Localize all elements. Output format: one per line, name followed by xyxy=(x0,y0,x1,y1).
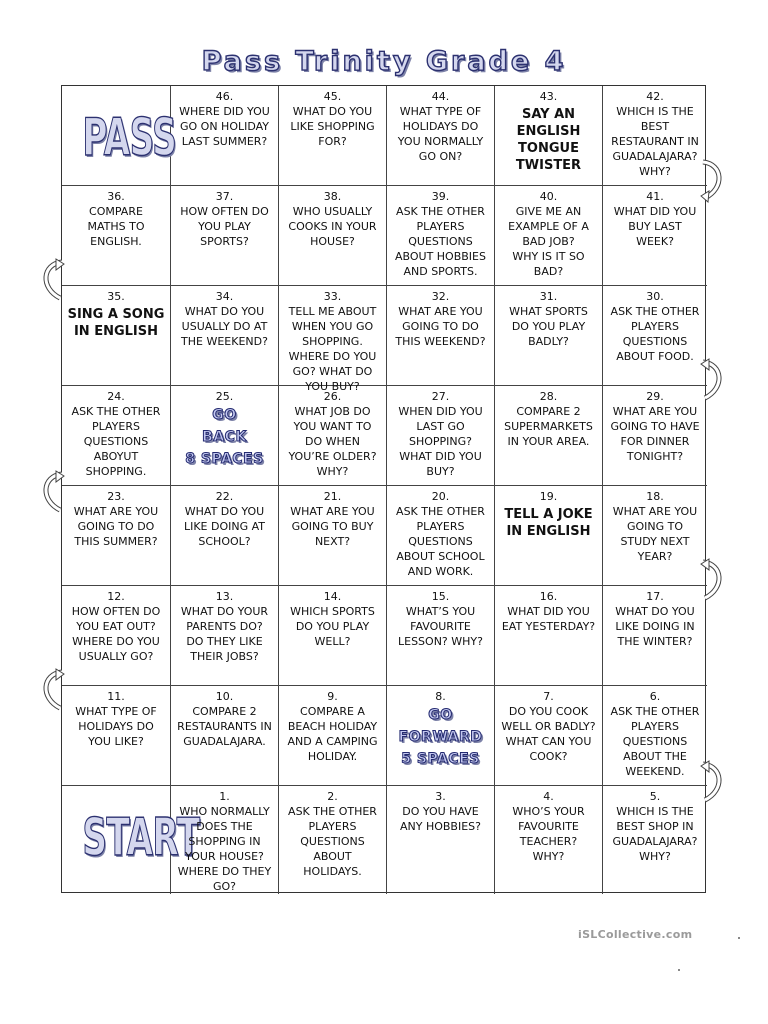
cell-number: 13. xyxy=(215,590,234,603)
cell-special-instruction: GO BACK 8 SPACES xyxy=(185,407,264,467)
cell-question: WHAT TYPE OF HOLIDAYS DO YOU NORMALLY GO ON? xyxy=(397,105,484,163)
cell-number: 30. xyxy=(646,290,664,303)
cell-question: ASK THE OTHER PLAYERS QUESTIONS ABOUT THE WEEKEND. xyxy=(610,705,700,778)
cell-number: 40. xyxy=(539,190,558,203)
board-cell-1 xyxy=(171,786,279,894)
cell-number: 41. xyxy=(646,190,664,203)
board-cell-15 xyxy=(387,586,495,686)
board-cell-23 xyxy=(62,486,171,586)
board-cell-31 xyxy=(495,286,603,386)
start-label: START xyxy=(82,808,200,868)
board-cell-11 xyxy=(62,686,171,786)
cell-question: WHAT JOB DO YOU WANT TO DO WHEN YOU’RE OLDER? WHY? xyxy=(288,405,377,478)
cell-question: WHICH SPORTS DO YOU PLAY WELL? xyxy=(290,605,375,648)
cell-question: TELL A JOKE IN ENGLISH xyxy=(504,507,593,539)
cell-number: 33. xyxy=(323,290,342,303)
cell-question: WHAT TYPE OF HOLIDAYS DO YOU LIKE? xyxy=(75,705,157,748)
page-dot xyxy=(678,969,680,971)
turn-arrow-right-icon xyxy=(699,358,729,404)
board-cell-29 xyxy=(603,386,707,486)
board-cell-42 xyxy=(603,86,707,186)
cell-number: 2. xyxy=(327,790,338,803)
cell-question: WHAT SPORTS DO YOU PLAY BADLY? xyxy=(509,305,588,348)
board-cell-32 xyxy=(387,286,495,386)
cell-number: 26. xyxy=(323,390,342,403)
board-cell-45 xyxy=(279,86,387,186)
pass-label: PASS xyxy=(82,108,177,168)
board-cell-43 xyxy=(495,86,603,186)
board-cell-24 xyxy=(62,386,171,486)
cell-question: WHAT DO YOU LIKE DOING IN THE WINTER? xyxy=(615,605,695,648)
board-cell-25 xyxy=(171,386,279,486)
cell-number: 8. xyxy=(435,690,446,703)
cell-question: COMPARE A BEACH HOLIDAY AND A CAMPING HOLIDAY. xyxy=(287,705,378,763)
cell-number: 10. xyxy=(215,690,234,703)
cell-number: 31. xyxy=(539,290,558,303)
board-cell-30 xyxy=(603,286,707,386)
board-cell-40 xyxy=(495,186,603,286)
cell-number: 44. xyxy=(431,90,450,103)
cell-number: 18. xyxy=(646,490,664,503)
cell-number: 22. xyxy=(215,490,234,503)
cell-question: GIVE ME AN EXAMPLE OF A BAD JOB? WHY IS IT SO BAD? xyxy=(508,205,589,278)
cell-number: 27. xyxy=(431,390,450,403)
cell-question: TELL ME ABOUT WHEN YOU GO SHOPPING. WHERE DO YOU GO? WHAT DO YOU BUY? xyxy=(288,305,377,393)
cell-number: 20. xyxy=(431,490,450,503)
cell-question: WHAT ARE YOU GOING TO STUDY NEXT YEAR? xyxy=(612,505,698,563)
cell-number: 15. xyxy=(431,590,450,603)
board-cell-38 xyxy=(279,186,387,286)
cell-question: WHAT DO YOU LIKE SHOPPING FOR? xyxy=(290,105,375,148)
cell-question: WHO NORMALLY DOES THE SHOPPING IN YOUR HOUSE? WHERE DO THEY GO? xyxy=(177,805,272,893)
cell-question: DO YOU COOK WELL OR BADLY? WHAT CAN YOU COOK? xyxy=(501,705,596,763)
cell-number: 46. xyxy=(215,90,234,103)
site-watermark: iSLCollective.com xyxy=(578,928,693,941)
cell-number: 28. xyxy=(539,390,558,403)
turn-arrow-right-icon xyxy=(699,158,729,204)
cell-number: 17. xyxy=(646,590,664,603)
board-cell-22 xyxy=(171,486,279,586)
cell-question: ASK THE OTHER PLAYERS QUESTIONS ABOUT HOBBIES AND SPORTS. xyxy=(394,205,486,278)
cell-number: 7. xyxy=(543,690,554,703)
cell-question: ASK THE OTHER PLAYERS QUESTIONS ABOYUT SHOPPING. xyxy=(71,405,161,478)
board-cell-6 xyxy=(603,686,707,786)
cell-number: 6. xyxy=(649,690,661,703)
cell-question: WHAT ARE YOU GOING TO DO THIS WEEKEND? xyxy=(395,305,486,348)
turn-arrow-right-icon xyxy=(699,558,729,604)
cell-number: 19. xyxy=(539,490,558,503)
cell-number: 43. xyxy=(539,90,558,103)
board-cell-start xyxy=(62,786,200,894)
board-cell-19 xyxy=(495,486,603,586)
turn-arrow-left-icon xyxy=(36,668,66,714)
board-cell-14 xyxy=(279,586,387,686)
cell-question: WHAT DO YOU USUALLY DO AT THE WEEKEND? xyxy=(181,305,268,348)
board-cell-35 xyxy=(62,286,171,386)
cell-number: 34. xyxy=(215,290,234,303)
cell-number: 4. xyxy=(543,790,554,803)
cell-number: 32. xyxy=(431,290,450,303)
cell-question: WHO’S YOUR FAVOURITE TEACHER? WHY? xyxy=(512,805,585,863)
board-cell-20 xyxy=(387,486,495,586)
board-cell-21 xyxy=(279,486,387,586)
board-cell-4 xyxy=(495,786,603,894)
board-cell-8 xyxy=(387,686,495,786)
cell-question: ASK THE OTHER PLAYERS QUESTIONS ABOUT FOOD. xyxy=(610,305,700,363)
cell-question: WHAT DO YOUR PARENTS DO? DO THEY LIKE THEIR JOBS? xyxy=(180,605,269,663)
cell-number: 24. xyxy=(107,390,125,403)
cell-question: COMPARE MATHS TO ENGLISH. xyxy=(87,205,145,248)
board-cell-28 xyxy=(495,386,603,486)
board-cell-39 xyxy=(387,186,495,286)
board-cell-10 xyxy=(171,686,279,786)
cell-question: HOW OFTEN DO YOU EAT OUT? WHERE DO YOU USUALLY GO? xyxy=(71,605,161,663)
board-cell-17 xyxy=(603,586,707,686)
cell-number: 1. xyxy=(219,790,230,803)
cell-number: 9. xyxy=(327,690,338,703)
board-cell-pass xyxy=(62,86,177,186)
board-cell-5 xyxy=(603,786,707,894)
cell-special-instruction: GO FORWARD 5 SPACES xyxy=(398,707,483,767)
board-cell-27 xyxy=(387,386,495,486)
cell-question: WHAT DID YOU EAT YESTERDAY? xyxy=(501,605,596,633)
board-cell-41 xyxy=(603,186,707,286)
cell-number: 11. xyxy=(107,690,125,703)
cell-question: ASK THE OTHER PLAYERS QUESTIONS ABOUT HOLIDAYS. xyxy=(288,805,377,878)
cell-number: 36. xyxy=(107,190,125,203)
cell-number: 45. xyxy=(323,90,342,103)
board-cell-26 xyxy=(279,386,387,486)
board-cell-33 xyxy=(279,286,387,393)
cell-question: SING A SONG IN ENGLISH xyxy=(67,307,165,339)
cell-question: WHO USUALLY COOKS IN YOUR HOUSE? xyxy=(288,205,377,248)
cell-question: HOW OFTEN DO YOU PLAY SPORTS? xyxy=(180,205,269,248)
cell-number: 39. xyxy=(431,190,450,203)
cell-question: DO YOU HAVE ANY HOBBIES? xyxy=(399,805,481,833)
cell-number: 42. xyxy=(646,90,664,103)
cell-question: WHAT ARE YOU GOING TO HAVE FOR DINNER TONIGHT? xyxy=(610,405,700,463)
board-cell-7 xyxy=(495,686,603,786)
cell-question: WHAT DID YOU BUY LAST WEEK? xyxy=(613,205,697,248)
board-cell-3 xyxy=(387,786,495,894)
cell-number: 37. xyxy=(215,190,234,203)
board-cell-13 xyxy=(171,586,279,686)
cell-question: WHAT’S YOU FAVOURITE LESSON? WHY? xyxy=(398,605,483,648)
cell-number: 29. xyxy=(646,390,664,403)
page-title: Pass Trinity Grade 4 xyxy=(201,46,567,77)
board-cell-37 xyxy=(171,186,279,286)
board-cell-44 xyxy=(387,86,495,186)
game-board xyxy=(61,85,706,893)
board-cell-18 xyxy=(603,486,707,586)
turn-arrow-right-icon xyxy=(699,760,729,806)
cell-question: SAY AN ENGLISH TONGUE TWISTER xyxy=(515,107,582,173)
board-cell-2 xyxy=(279,786,387,894)
cell-number: 5. xyxy=(649,790,661,803)
cell-question: WHEN DID YOU LAST GO SHOPPING? WHAT DID YOU BUY? xyxy=(398,405,483,478)
cell-number: 3. xyxy=(435,790,446,803)
cell-number: 25. xyxy=(215,390,234,403)
cell-question: WHICH IS THE BEST RESTAURANT IN GUADALAJARA? WHY? xyxy=(611,105,699,178)
board-cell-12 xyxy=(62,586,171,686)
cell-question: COMPARE 2 RESTAURANTS IN GUADALAJARA. xyxy=(177,705,272,748)
board-cell-36 xyxy=(62,186,171,286)
board-cell-16 xyxy=(495,586,603,686)
cell-number: 16. xyxy=(539,590,558,603)
cell-number: 12. xyxy=(107,590,125,603)
turn-arrow-left-icon xyxy=(36,470,66,516)
cell-number: 23. xyxy=(107,490,125,503)
cell-question: WHERE DID YOU GO ON HOLIDAY LAST SUMMER? xyxy=(179,105,270,148)
board-cell-9 xyxy=(279,686,387,786)
cell-number: 21. xyxy=(323,490,342,503)
cell-question: WHICH IS THE BEST SHOP IN GUADALAJARA? WHY? xyxy=(612,805,698,863)
page-dot xyxy=(738,937,740,939)
cell-question: WHAT DO YOU LIKE DOING AT SCHOOL? xyxy=(183,505,266,548)
cell-question: COMPARE 2 SUPERMARKETS IN YOUR AREA. xyxy=(504,405,593,448)
cell-question: WHAT ARE YOU GOING TO DO THIS SUMMER? xyxy=(73,505,159,548)
board-cell-46 xyxy=(171,86,279,186)
board-cell-34 xyxy=(171,286,279,386)
cell-question: WHAT ARE YOU GOING TO BUY NEXT? xyxy=(290,505,375,548)
cell-number: 14. xyxy=(323,590,342,603)
cell-question: ASK THE OTHER PLAYERS QUESTIONS ABOUT SCHOOL AND WORK. xyxy=(396,505,485,578)
cell-number: 35. xyxy=(107,290,125,303)
turn-arrow-left-icon xyxy=(36,258,66,304)
cell-number: 38. xyxy=(323,190,342,203)
